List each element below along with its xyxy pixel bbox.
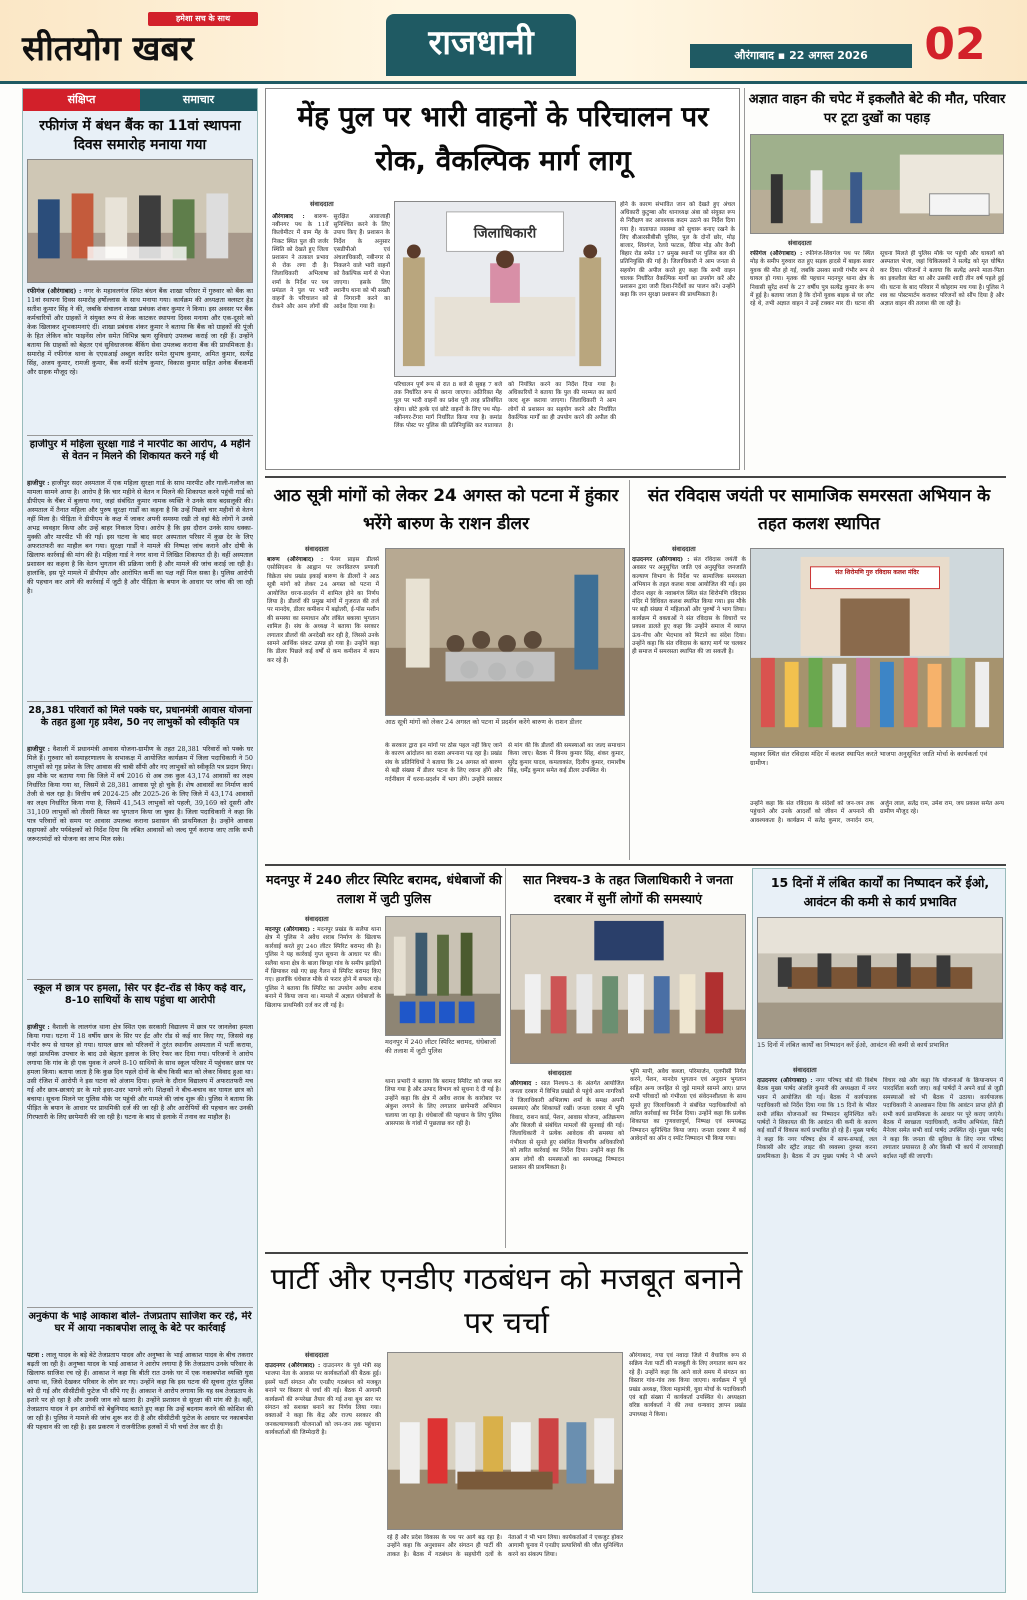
lead-text-left: बारुण-नबीनगर पथ के 11वें किलोमीटर में ग्राम मेंह के निकट स्थित पुल की जर्जर स्थिति को देखते हुए जिला प्रशासन ने तत्काल प्रभाव से रोक लगा दी है। जिलाधिकारी अभिलाषा शर्मा के निर्देश पर पथ प्रमंडल ने पुल पर भारी वाहनों के परिचालन को रोकने और आम लोगों की सुरक्षित आवाजाही सुनिश्चित करने के लिए उपाय किए हैं। प्रशासन के निर्देश के अनुसार एसडीपीओ एवं अंचलाधिकारी, नबीनगर से निकलने वाले भारी वाहनों को वैकल्पिक मार्ग से भेजा जाएगा। इसके लिए स्थानीय थाना को भी सख्ती से निगरानी करने का आदेश दिया गया है। — [272, 214, 390, 311]
ravidas-body — [632, 556, 746, 796]
ration-body2: के सरकार द्वारा इन मांगों पर ठोस पहल नहीं किए जाने के कारण आंदोलन का रास्ता अपनाना पड़ रहा है। प्रखंड संघ के प्रतिनिधियों ने बताया कि 24 अगस्त को बारुण से बड़ी संख्या में डीलर पटना के लिए रवाना होंगे और गर्दनीबाग में धरना-प्रदर्शन में भाग लेंगे। उन्होंने सरकार से मांग की कि डीलरों की समस्याओं का जल्द समाधान किया जाए। बैठक में विनय कुमार सिंह, शंकर कुमार, सुरेंद्र कुमार यादव, कमलाकांत, दिलीप कुमार, रामाशीष सिंह, धर्मेंद्र कुमार समेत कई डीलर उपस्थित थे। — [385, 743, 625, 783]
column-rule — [505, 868, 506, 1248]
brief5-dateline: पटना : — [27, 1351, 44, 1359]
masthead-tagline: हमेशा सच के साथ — [148, 12, 258, 26]
brief1-dateline: रफीगंज (औरंगाबाद) : — [27, 287, 82, 295]
accident-body — [750, 250, 1004, 466]
accident-photo — [750, 134, 1004, 234]
column-rule — [629, 480, 630, 860]
spirit-photo-caption: मदनपुर में 240 लीटर स्पिरिट बरामद, धंधेबाजों की तलाश में जुटी पुलिस — [385, 1038, 496, 1055]
brief3-body — [27, 745, 253, 975]
ravidas-text: संत रविदास जयंती के अवसर पर अनुसूचित जाति एवं अनुसूचित जनजाति कल्याण विभाग के निर्देश पर सामाजिक समरसता अभियान के तहत कलश यात्रा आयोजित की गई। इस दौरान शहर के नवाबगंज स्थित संत शिरोमणि रविदास मंदिर में विधिवत कलश स्थापित किया गया। इस मौके पर बड़ी संख्या में महिलाओं और पुरुषों ने भाग लिया। कार्यक्रम में वक्ताओं ने संत रविदास के विचारों पर प्रकाश डालते हुए कहा कि उन्होंने समाज में व्याप्त ऊंच-नीच और भेदभाव को मिटाने का संदेश दिया। उन्होंने कहा कि संत रविदास के बताए मार्ग पर चलकर ही समाज में समरसता स्थापित की जा सकती है। — [632, 557, 746, 656]
ration-text1: फेयर प्राइस डीलर्स एसोसिएशन के आह्वान पर जनवितरण प्रणाली विक्रेता संघ प्रखंड इकाई बारुण के डीलरों ने आठ सूत्री मांगों को लेकर 24 अगस्त को पटना में आयोजित धरना-प्रदर्शन में शामिल होने का निर्णय लिया है। डीलरों की प्रमुख मांगों में गुजरात की तर्ज पर मानदेय, डीलर कमीशन में बढ़ोतरी, ई-पॉस मशीन की समस्या का समाधान और लंबित बकाया भुगतान शामिल हैं। संघ के अध्यक्ष ने बताया कि सरकार लगातार डीलरों की अनदेखी कर रही है, जिससे उनके सामने आर्थिक संकट उत्पन्न हो गया है। उन्होंने कहा कि डीलर पिछले कई वर्षों से कम कमीशन में काम कर रहे हैं। — [267, 557, 379, 664]
briefs-banner — [23, 89, 257, 111]
place: औरंगाबाद — [734, 49, 774, 62]
darbar-text: सात निश्चय-3 के अंतर्गत आयोजित जनता दरबार में विभिन्न प्रखंडों से पहुंचे आम नागरिकों ने जिलाधिकारी अभिलाषा शर्मा के समक्ष अपनी समस्याएं और शिकायतें रखीं। जनता दरबार में भूमि विवाद, राशन कार्ड, पेंशन, आवास योजना, अतिक्रमण और बिजली से संबंधित मामलों की सुनवाई की गई। जिलाधिकारी ने प्रत्येक आवेदक की समस्या को गंभीरता से सुनते हुए संबंधित विभागीय अधिकारियों को त्वरित कार्रवाई का निर्देश दिया। उन्होंने कहा कि आम लोगों की समस्याओं का समयबद्ध निष्पादन प्रशासन की प्राथमिकता है। — [510, 1081, 624, 1172]
masthead-title: सीतयोग खबर — [22, 29, 194, 69]
section-label: राजधानी — [386, 14, 576, 76]
brief4-text: वैशाली के लालगंज थाना क्षेत्र स्थित एक सरकारी विद्यालय में छात्र पर जानलेवा हमला किया गया। घटना में 18 वर्षीय छात्र के सिर पर ईंट और रॉड से कई वार किए गए, जिससे वह गंभीर रूप से घायल हो गया। घायल छात्र को परिजनों ने तुरंत स्थानीय अस्पताल में भर्ती कराया, जहां प्राथमिक उपचार के बाद उसे बेहतर इलाज के लिए रेफर कर दिया गया। परिजनों ने आरोप लगाया कि गांव के ही एक युवक ने अपने 8-10 साथियों के साथ स्कूल परिसर में पहुंचकर छात्र पर हमला किया। बताया जाता है कि कुछ दिन पहले दोनों के बीच किसी बात को लेकर विवाद हुआ था। उसी रंजिश में आरोपी ने इस घटना को अंजाम दिया। हमले के दौरान विद्यालय में अफरातफरी मच गई और छात्र-छात्राएं डर के मारे इधर-उधर भागने लगे। शिक्षकों ने बीच-बचाव कर घायल छात्र को बचाया। सूचना मिलने पर पुलिस मौके पर पहुंची और मामले की जांच शुरू की। पुलिस ने बताया कि पीड़ित के बयान के आधार पर प्राथमिकी दर्ज की जा रही है और आरोपियों की पहचान कर उनकी गिरफ्तारी के लिए छापेमारी की जा रही है। घटना के बाद से इलाके में तनाव का माहौल है। — [27, 1023, 253, 1121]
nda-text1: दाउदनगर के पूर्व मंत्री सह भाजपा नेता के आवास पर कार्यकर्ताओं की बैठक हुई। इसमें पार्टी संगठन और एनडीए गठबंधन को मजबूत बनाने पर विस्तार से चर्चा की गई। बैठक में आगामी कार्यक्रमों की रूपरेखा तैयार की गई तथा बूथ स्तर पर संगठन को सशक्त बनाने का निर्णय लिया गया। वक्ताओं ने कहा कि केंद्र और राज्य सरकार की जनकल्याणकारी योजनाओं को जन-जन तक पहुंचाना कार्यकर्ताओं की जिम्मेदारी है। — [265, 1363, 381, 1437]
brief1-body — [27, 287, 253, 431]
brief3-dateline: हाजीपुर : — [27, 745, 50, 753]
spirit-photo — [385, 916, 501, 1036]
brief1-photo — [27, 159, 253, 283]
darbar-photo — [510, 914, 746, 1064]
column-rule — [744, 88, 745, 470]
brief4-headline: स्कूल में छात्र पर हमला, सिर पर ईंट-रॉड से किए कई वार, 8-10 साथियों के साथ पहुंचा था आरोपी — [33, 983, 247, 1006]
pending-bureau: संवाददाता — [793, 1066, 817, 1074]
lead-dateline: औरंगाबाद : — [272, 214, 305, 220]
ration-photo-caption: आठ सूत्री मांगों को लेकर 24 अगस्त को पटना में प्रदर्शन करेंगे बारुण के राशन डीलर — [385, 718, 582, 726]
brief3-headline: 28,381 परिवारों को मिले पक्के घर, प्रधानमंत्री आवास योजना के तहत हुआ गृह प्रवेश, 50 नए लाभुकों को स्वीकृति पत्र — [28, 705, 252, 728]
pending-photo-caption: 15 दिनों में लंबित कार्यों का निष्पादन करें ईओ, आवंटन की कमी से कार्य प्रभावित — [757, 1041, 949, 1049]
brief2-headline: हाजीपुर में महिला सुरक्षा गार्ड ने मारपीट का आरोप, 4 महीने से वेतन न मिलने की शिकायत करने गई थी — [29, 439, 251, 462]
spirit-headline: मदनपुर में 240 लीटर स्पिरिट बरामद, धंधेबाजों की तलाश में जुटी पुलिस — [266, 872, 502, 906]
spirit-text: मदनपुर प्रखंड के सलैया थाना क्षेत्र में पुलिस ने अवैध शराब निर्माण के खिलाफ कार्रवाई करते हुए 240 लीटर स्पिरिट बरामद की है। पुलिस ने यह कार्रवाई गुप्त सूचना के आधार पर की। सलैया थाना क्षेत्र के बाला बिगहा गांव के समीप झाड़ियों में छिपाकर रखे गए छह गैलन से स्पिरिट बरामद किए गए। हालांकि धंधेबाज मौके से फरार होने में सफल रहे। पुलिस ने बताया कि स्पिरिट का उपयोग अवैध शराब बनाने में किया जाना था। मामले में अज्ञात धंधेबाजों के खिलाफ प्राथमिकी दर्ज कर ली गई है। — [265, 927, 381, 1009]
ration-body1 — [267, 556, 379, 856]
brief2-body — [27, 479, 253, 697]
brief2-text: हाजीपुर सदर अस्पताल में एक महिला सुरक्षा गार्ड के साथ मारपीट और गाली-गलौज का मामला सामने आया है। आरोप है कि चार महीने से वेतन न मिलने की शिकायत करने पहुंची गार्ड को डीपीएम के चैंबर में बुलाया गया, जहां संबंधित कुमार नामक व्यक्ति ने उनके साथ बदसलूकी की। अस्पताल में तैनात महिला और पुरुष सुरक्षा गार्डों का कहना है कि उन्हें पिछले चार महीनों से वेतन नहीं मिला है। पीड़िता ने डीपीएम के कक्ष में जाकर अपनी समस्या रखी तो वहां बैठे लोगों ने उनसे अभद्र व्यवहार किया और उन्हें बाहर निकाल दिया। आरोप है कि इस दौरान उनके साथ धक्का-मुक्की और मारपीट भी की गई। इस घटना के बाद सदर अस्पताल परिसर में कुछ देर के लिए अफरातफरी का माहौल बन गया। सुरक्षा गार्डों ने मामले की निष्पक्ष जांच कराने और दोषी के खिलाफ कार्रवाई की मांग की है। महिला गार्ड ने नगर थाना में लिखित शिकायत दी है। वहीं अस्पताल प्रशासन का कहना है कि वेतन भुगतान की प्रक्रिया जारी है और मामले की जांच कराई जा रही है। हालांकि, इस पूरे मामले में डीपीएम और आरोपित कर्मी का पक्ष नहीं मिल सका है। पुलिस आरोपी की पहचान कर आगे की कार्रवाई में जुटी है और पीड़िता के बयान के आधार पर जांच की जा रही है। — [27, 479, 253, 595]
brief1-headline: रफीगंज में बंधन बैंक का 11वां स्थापना दिवस समारोह मनाया गया — [39, 118, 241, 153]
ravidas-bureau: संवाददाता — [672, 545, 696, 553]
brief4-body — [27, 1023, 253, 1303]
lead-body-left — [272, 213, 390, 465]
spirit-bureau: संवाददाता — [305, 915, 329, 923]
darbar-story — [508, 868, 748, 1248]
page-number: 02 — [924, 19, 986, 70]
brief5-body — [27, 1351, 253, 1589]
nda-headline: पार्टी और एनडीए गठबंधन को मजबूत बनाने पर चर्चा — [270, 1262, 743, 1341]
darbar-dateline: औरंगाबाद : — [510, 1080, 538, 1087]
nda-body2: रहे हैं और प्रदेश विकास के पथ पर आगे बढ़ रहा है। उन्होंने कहा कि अनुशासन और संगठन ही पार्टी की ताकत है। बैठक में गठबंधन के सहयोगी दलों के नेताओं ने भी भाग लिया। कार्यकर्ताओं ने एकजुट होकर आगामी चुनाव में एनडीए प्रत्याशियों की जीत सुनिश्चित करने का संकल्प लिया। — [387, 1535, 623, 1558]
nda-body1 — [265, 1362, 381, 1590]
brief3-text: वैशाली में प्रधानमंत्री आवास योजना-ग्रामीण के तहत 28,381 परिवारों को पक्के घर मिले हैं। गुरुवार को समाहरणालय के सभाकक्ष में आयोजित कार्यक्रम में जिला पदाधिकारी ने 50 लाभुकों को गृह प्रवेश के लिए आवास की चाबी सौंपी और नए लाभुकों को स्वीकृति पत्र प्रदान किए। इस मौके पर बताया गया कि जिले में वर्ष 2016 से अब तक कुल 43,174 आवासों का लक्ष्य निर्धारित किया गया था, जिसमें से 28,381 आवास पूरे हो चुके हैं। शेष आवासों का निर्माण कार्य तेजी से चल रहा है। वित्तीय वर्ष 2024-25 और 2025-26 के लिए जिले में 43,174 आवासों का लक्ष्य निर्धारित किया गया है, जिसमें 41,543 लाभुकों को पहली, 39,169 को दूसरी और 31,109 लाभुकों को तीसरी किस्त का भुगतान किया जा चुका है। जिला पदाधिकारी ने कहा कि पात्र परिवारों को समय पर आवास उपलब्ध कराना प्रशासन की प्राथमिकता है। उन्होंने आवास सहायकों और पर्यवेक्षकों को निर्देश दिया कि लंबित आवासों को जल्द पूर्ण कराया जाए ताकि सभी जरूरतमंदों को योजना का लाभ मिल सके। — [27, 745, 253, 843]
ravidas-headline: संत रविदास जयंती पर सामाजिक समरसता अभियान के तहत कलश स्थापित — [647, 486, 991, 534]
spirit-body2: थाना प्रभारी ने बताया कि बरामद स्पिरिट को जब्त कर लिया गया है और उत्पाद विभाग को सूचना दे दी गई है। उन्होंने कहा कि क्षेत्र में अवैध शराब के कारोबार पर अंकुश लगाने के लिए लगातार छापेमारी अभियान चलाया जा रहा है। धंधेबाजों की पहचान के लिए पुलिस आसपास के गांवों में पूछताछ कर रही है। — [385, 1079, 501, 1128]
brief4-dateline: हाजीपुर : — [27, 1023, 50, 1031]
ration-dateline: बारुण (औरंगाबाद) : — [267, 556, 324, 563]
spirit-story — [265, 868, 503, 1248]
pending-photo — [757, 917, 1003, 1039]
date: 22 अगस्त 2026 — [789, 49, 868, 62]
briefs-column — [22, 88, 258, 1593]
divider — [27, 1307, 253, 1308]
lead-bureau: संवाददाता — [310, 200, 334, 208]
banner-left: संक्षिप्त — [23, 89, 140, 111]
accident-story — [748, 88, 1006, 470]
darbar-body — [510, 1080, 624, 1244]
divider — [265, 1252, 748, 1254]
banner-right: समाचार — [140, 89, 257, 111]
accident-bureau: संवाददाता — [788, 239, 812, 247]
divider — [27, 435, 253, 436]
pending-dateline: दाउदनगर (औरंगाबाद) : — [757, 1077, 813, 1084]
pending-story — [752, 868, 1006, 1593]
ration-headline: आठ सूत्री मांगों को लेकर 24 अगस्त को पटना में हुंकार भरेंगे बारुण के राशन डीलर — [273, 486, 619, 534]
lead-body-bottom: परिचालन पूर्ण रूप से रात 8 बजे से सुबह 7 बजे तक निर्धारित रूप से करना जाएगा। अतिरिक्त मेंह पुल पर भारी वाहनों का प्रवेश पूरी तरह प्रतिबंधित रहेगा। छोटे हल्के एवं छोटे वाहनों के लिए पथ मोड़-नबीनगर-टेंगरा मार्ग निर्धारित किया गया है। कमांड लिंक पोस्ट पर पुलिस की प्रतिनियुक्ति कर यातायात को नियंत्रित करने का निर्देश दिया गया है। अधिकारियों ने बताया कि पुल की मरम्मत का कार्य जल्द शुरू कराया जाएगा। जिलाधिकारी ने आम लोगों से प्रशासन का सहयोग करने और निर्धारित वैकल्पिक मार्गों का ही उपयोग करने की अपील की है। — [394, 382, 616, 430]
pending-text: नगर परिषद बोर्ड की विशेष बैठक मुख्य पार्षद अंजलि कुमारी की अध्यक्षता में नगर भवन में आयोजित की गई। बैठक में कार्यपालक पदाधिकारी को निर्देश दिया गया कि 15 दिनों के भीतर सभी लंबित योजनाओं का निष्पादन सुनिश्चित करें। पार्षदों ने शिकायत की कि आवंटन की कमी के कारण कई वार्डों में विकास कार्य प्रभावित हो रहे हैं। मुख्य पार्षद ने कहा कि नगर परिषद क्षेत्र में साफ-सफाई, जल निकासी और स्ट्रीट लाइट की व्यवस्था दुरुस्त करना प्राथमिकता है। बैठक में उप मुख्य पार्षद ने भी अपने विचार रखे और कहा कि योजनाओं के क्रियान्वयन में पारदर्शिता बरती जाए। कई पार्षदों ने अपने वार्ड से जुड़ी समस्याओं को भी बैठक में उठाया। कार्यपालक पदाधिकारी ने आश्वासन दिया कि आवंटन प्राप्त होते ही सभी कार्य प्राथमिकता के आधार पर पूरे कराए जाएंगे। बैठक में स्वच्छता पदाधिकारी, कनीय अभियंता, सिटी मैनेजर समेत सभी वार्ड पार्षद उपस्थित रहे। मुख्य पार्षद ने कहा कि जनता की सुविधा के लिए नगर परिषद लगातार प्रयासरत है और किसी भी कार्य में लापरवाही बर्दाश्त नहीं की जाएगी। — [757, 1078, 1003, 1160]
ravidas-body2: उन्होंने कहा कि संत रविदास के संदेशों को जन-जन तक पहुंचाने और उनके आदर्शों को जीवन में अपनाने की आवश्यकता है। कार्यक्रम में सतेंद्र कुमार, जनार्दन राम, अर्जुन लाल, सतेंद्र राम, उमेश राम, जय प्रकाश समेत अन्य ग्रामीण मौजूद रहे। — [750, 801, 1004, 824]
accident-dateline: रफीगंज (औरंगाबाद) : — [750, 250, 803, 257]
mandir-sign: संत शिरोमणि गुरु रविदास कलश मंदिर — [835, 569, 919, 576]
brief5-headline: अनुकंपा के भाई आकाश बोले- तेजप्रताप साजिश कर रहे, मेरे घर में आया नकाबपोश लालू के बेटे पर कार्रवाई — [28, 1311, 252, 1334]
nda-bureau: संवाददाता — [305, 1351, 329, 1359]
darbar-bureau: संवाददाता — [548, 1069, 572, 1077]
brief1-text: नगर के महावलगंज स्थित बंधन बैंक शाखा परिसर में गुरुवार को बैंक का 11वां स्थापना दिवस समारोह हर्षोल्लास के साथ मनाया गया। कार्यक्रम की अध्यक्षता क्लस्टर हेड सतीश कुमार सिंह ने की, जबकि संचालन शाखा प्रबंधक शंकर कुमार ने किया। इस अवसर पर बैंक कर्मचारियों और ग्राहकों ने संयुक्त रूप से केक काटकर स्थापना दिवस मनाया और एक-दूसरे को केक खिलाकर शुभकामनाएं दीं। शाखा प्रबंधक शंकर कुमार ने बताया कि बैंक को ग्राहकों की पूंजी के हित लेकिन कोर फाइनेंस लोन समेत विभिन्न ऋण सुविधाएं उपलब्ध कराई जा रही हैं। उन्होंने बताया कि ग्राहकों को बेहतर एवं सुविधाजनक बैंकिंग सेवा उपलब्ध कराना बैंक की प्राथमिकता है। समारोह में रफीगंज थाना के एएसआई अब्दुल कादिर समेत सुभाष कुमार, अमित कुमार, सत्येंद्र सिंह, अजय कुमार, रामजी कुमार, बैंक कर्मी संतोष कुमार, विकास कुमार सहित अनेक बैंककर्मी और ग्राहक मौजूद रहे। — [27, 287, 253, 376]
ration-bureau: संवाददाता — [305, 545, 329, 553]
svg-text:जिलाधिकारी: जिलाधिकारी — [473, 225, 537, 242]
nda-story — [265, 1256, 748, 1593]
lead-body-right: होने के कारण संभावित जान को देखते हुए अंचल अधिकारी कुटुम्बा और थानाध्यक्ष अंबा को संयुक्त रूप से निरीक्षण कर आवश्यक कदम उठाने का निर्देश दिया गया है। यातायात व्यवस्था को सुचारू बनाए रखने के लिए बीआरसीबीसी पुलिस, पुल के दोनों छोर, मोड़ बाजार, शिवगंज, रेलवे फाटक, वैरिया मोड़ और कैथी बिहार रोड समेत 17 प्रमुख स्थानों पर पुलिस बल की प्रतिनियुक्ति की गई है। जिलाधिकारी ने आम जनता से सहयोग की अपील करते हुए कहा कि सभी वाहन चालक निर्धारित वैकल्पिक मार्गों का उपयोग करें और प्रशासन द्वारा जारी दिशा-निर्देशों का पालन करें। उन्होंने कहा कि जन सुरक्षा प्रशासन की प्राथमिकता है। — [620, 202, 735, 299]
divider — [27, 701, 253, 702]
divider — [27, 979, 253, 980]
nda-photo — [387, 1352, 623, 1530]
lead-story — [265, 88, 740, 470]
brief5-text: लालू यादव के बड़े बेटे तेजप्रताप यादव और अनुष्का के भाई आकाश यादव के बीच तकरार बढ़ती जा रही है। अनुष्का यादव के भाई आकाश ने आरोप लगाया है कि तेजप्रताप उनके परिवार के खिलाफ साजिश रच रहे हैं। आकाश ने कहा कि बीती रात उनके घर में एक नकाबपोश व्यक्ति घुस आया था, जिसे देखकर परिवार के लोग डर गए। उन्होंने कहा कि इस घटना की सूचना तुरंत पुलिस को दी गई और सीसीटीवी फुटेज भी सौंपे गए हैं। आकाश ने आरोप लगाया कि यह सब तेजप्रताप के इशारे पर हो रहा है और उनकी जान को खतरा है। उन्होंने प्रशासन से सुरक्षा की मांग की है। वहीं, तेजप्रताप यादव ने इन आरोपों को बेबुनियाद बताते हुए कहा कि उन्हें बदनाम करने की कोशिश की जा रही है। पुलिस ने मामले की जांच शुरू कर दी है और सीसीटीवी फुटेज के आधार पर नकाबपोश की पहचान की जा रही है। इस प्रकरण ने राजनीतिक हलकों में भी चर्चा तेज कर दी है। — [27, 1351, 253, 1431]
accident-headline: अज्ञात वाहन की चपेट में इकलौते बेटे की मौत, परिवार पर टूटा दुखों का पहाड़ — [748, 92, 1006, 126]
pending-body — [757, 1077, 1003, 1589]
ravidas-dateline: दाउदनगर (औरंगाबाद) : — [632, 556, 690, 563]
darbar-body2: भूमि मापी, अवैध कब्जा, परिमार्जन, एलपीसी निर्गत करने, पेंशन, मानदेय भुगतान एवं अनुदान भुगतान सहित अन्य जनहित से जुड़े मामले सामने आए। प्राप्त सभी परिवादों को गंभीरता एवं संवेदनशीलता के साथ सुनते हुए जिलाधिकारी ने संबंधित पदाधिकारियों को त्वरित कार्रवाई का निर्देश दिया। उन्होंने कहा कि प्रत्येक शिकायत का गुणवत्तापूर्ण, निष्पक्ष एवं समयबद्ध निष्पादन सुनिश्चित किया जाए। जनता दरबार में कई आवेदनों का ऑन द स्पॉट निष्पादन भी किया गया। — [630, 1069, 746, 1143]
nda-body3: औरंगाबाद, गया एवं नवादा जिले में वैचारिक रूप से सक्रिय नेता पार्टी की मजबूती के लिए लगातार काम कर रहे हैं। उन्होंने कहा कि आने वाले समय में संगठन का विस्तार गांव-गांव तक किया जाएगा। कार्यक्रम में पूर्व प्रखंड अध्यक्ष, जिला महामंत्री, युवा मोर्चा के पदाधिकारी एवं बड़ी संख्या में कार्यकर्ता उपस्थित थे। अध्यक्षता वरिष्ठ कार्यकर्ता ने की तथा धन्यवाद ज्ञापन प्रखंड उपाध्यक्ष ने किया। — [629, 1353, 746, 1418]
lead-photo — [394, 201, 616, 377]
pending-headline: 15 दिनों में लंबित कार्यों का निष्पादन करें ईओ, आवंटन की कमी से कार्य प्रभावित — [770, 875, 990, 909]
ration-photo — [385, 548, 625, 716]
brief2-dateline: हाजीपुर : — [27, 479, 50, 487]
divider — [265, 476, 1006, 478]
dateline-box: औरंगाबाद ▪ 22 अगस्त 2026 — [690, 44, 912, 68]
accident-text: रफीगंज-शिवगंज पथ पर स्थित मोड़ के समीप गुरुवार रात हुए सड़क हादसे में बाइक सवार युवक की मौत हो गई, जबकि उसका साथी गंभीर रूप से घायल हो गया। मृतक की पहचान मदनपुर थाना क्षेत्र के निवासी सुरेंद्र शर्मा के 27 वर्षीय पुत्र सत्येंद्र कुमार के रूप में हुई है। बताया जाता है कि दोनों युवक बाइक से घर लौट रहे थे, तभी अज्ञात वाहन ने उन्हें टक्कर मार दी। घटना की सूचना मिलते ही पुलिस मौके पर पहुंची और घायलों को अस्पताल भेजा, जहां चिकित्सकों ने सत्येंद्र को मृत घोषित कर दिया। परिजनों ने बताया कि सत्येंद्र अपने माता-पिता का इकलौता बेटा था और उसकी शादी तीन वर्ष पहले हुई थी। घटना के बाद परिवार में कोहराम मच गया है। पुलिस ने शव का पोस्टमार्टम कराकर परिजनों को सौंप दिया है और अज्ञात वाहन की तलाश की जा रही है। — [750, 251, 1004, 308]
darbar-headline: सात निश्चय-3 के तहत जिलाधिकारी ने जनता दरबार में सुनीं लोगों की समस्याएं — [523, 872, 733, 906]
spirit-body — [265, 926, 381, 1244]
ravidas-photo-caption: महावर स्थित संत रविदास मंदिर में कलश स्थापित करते भाजपा अनुसूचित जाति मोर्चा के कार्यकर्ता एवं ग्रामीण। — [750, 750, 988, 767]
spirit-dateline: मदनपुर (औरंगाबाद) : — [265, 926, 315, 933]
nda-dateline: दाउदनगर (औरंगाबाद) : — [265, 1362, 321, 1369]
divider — [265, 864, 1006, 866]
masthead — [0, 0, 1027, 84]
ration-story — [265, 480, 627, 860]
ravidas-story — [632, 480, 1006, 860]
lead-headline: मेंह पुल पर भारी वाहनों के परिचालन पर रोक, वैकल्पिक मार्ग लागू — [297, 100, 709, 177]
